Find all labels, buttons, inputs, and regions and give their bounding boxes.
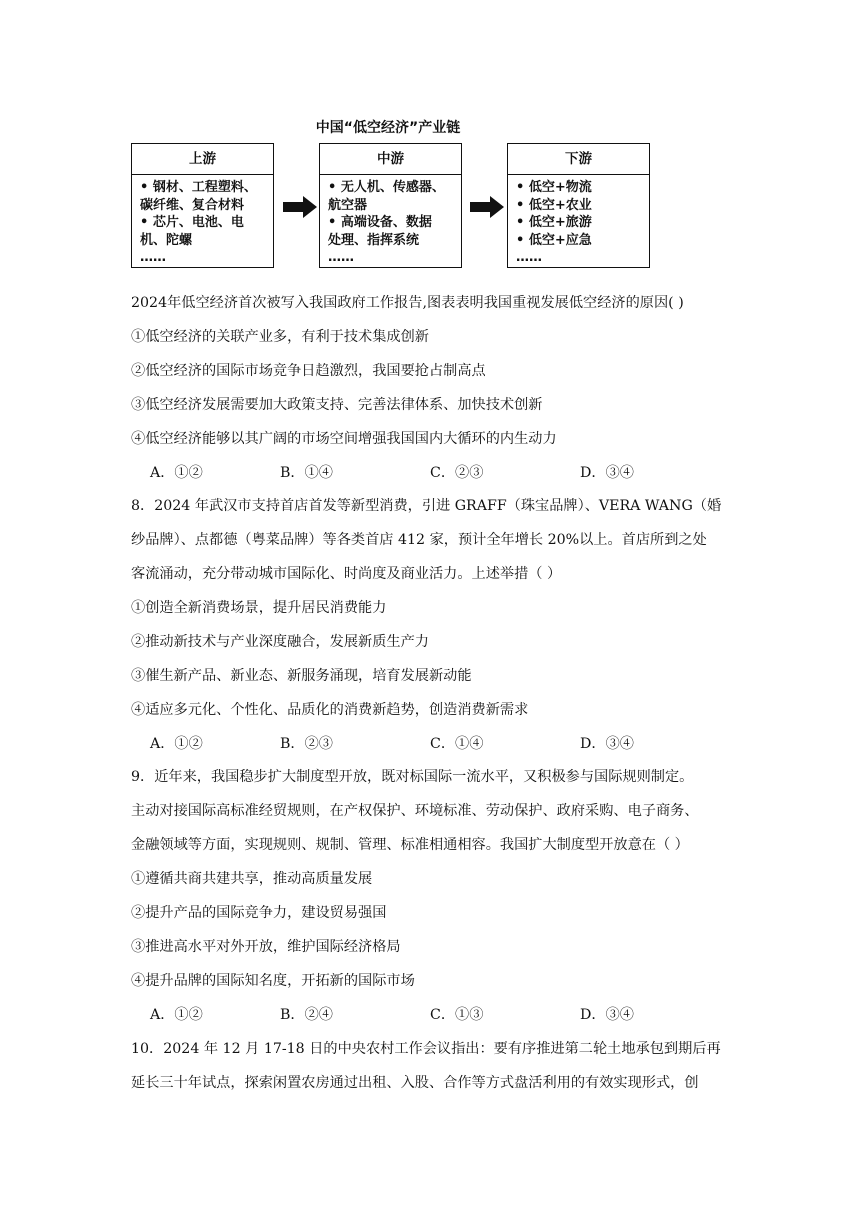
question-stem-line: 纱品牌）、点都德（粤菜品牌）等各类首店 412 家，预计全年增长 20%以上。首店所到之处 — [131, 532, 707, 548]
stage-item: • 芯片、电池、电 — [140, 215, 244, 230]
downstream-box — [507, 143, 650, 268]
upstream-label: 上游 — [132, 144, 273, 175]
stage-item: • 无人机、传感器、 — [328, 180, 445, 195]
option-b[interactable]: B．①④ — [280, 465, 333, 481]
option-a[interactable]: A．①② — [150, 465, 203, 481]
stage-item: • 高端设备、数据 — [328, 215, 432, 230]
stage-item: …… — [140, 250, 166, 265]
stage-item: • 低空+旅游 — [516, 215, 592, 230]
stage-item: • 低空+物流 — [516, 180, 592, 195]
question-stem-line: 金融领域等方面，实现规则、规制、管理、标准相通相容。我国扩大制度型开放意在（ ） — [131, 837, 689, 853]
question-stem-line: 主动对接国际高标准经贸规则，在产权保护、环境标准、劳动保护、政府采购、电子商务、 — [131, 803, 699, 819]
midstream-items — [320, 175, 461, 267]
midstream-box — [319, 143, 462, 268]
upstream-box — [131, 143, 274, 268]
question-stem-line: 10．2024 年 12 月 17-18 日的中央农村工作会议指出：要有序推进第二轮土地承包到期后再 — [131, 1041, 721, 1057]
statement: ④低空经济能够以其广阔的市场空间增强我国国内大循环的内生动力 — [131, 431, 557, 447]
option-b[interactable]: B．②③ — [280, 736, 333, 752]
option-d[interactable]: D．③④ — [580, 465, 634, 481]
statement: ④适应多元化、个性化、品质化的消费新趋势，创造消费新需求 — [131, 702, 529, 718]
option-b[interactable]: B．②④ — [280, 1007, 333, 1023]
option-a[interactable]: A．①② — [150, 736, 203, 752]
midstream-label: 中游 — [320, 144, 461, 175]
upstream-items — [132, 175, 273, 267]
option-c[interactable]: C．①④ — [430, 736, 484, 752]
industry-chain-diagram — [0, 0, 860, 280]
stage-item: …… — [516, 250, 542, 265]
stage-item: 碳纤维、复合材料 — [140, 197, 245, 213]
option-d[interactable]: D．③④ — [580, 1007, 634, 1023]
option-d[interactable]: D．③④ — [580, 736, 634, 752]
diagram-title: 中国“低空经济”产业链 — [315, 120, 461, 136]
stage-item: • 低空+应急 — [516, 232, 592, 248]
statement: ②低空经济的国际市场竞争日趋激烈，我国要抢占制高点 — [131, 363, 486, 379]
statement: ①低空经济的关联产业多，有利于技术集成创新 — [131, 329, 429, 345]
statement: ①遵循共商共建共享，推动高质量发展 — [131, 871, 373, 887]
question-stem-line: 9．近年来，我国稳步扩大制度型开放，既对标国际一流水平，又积极参与国际规则制定。 — [131, 769, 694, 785]
stage-item: • 钢材、工程塑料、 — [140, 180, 257, 195]
stage-item: 航空器 — [328, 197, 368, 213]
statement: ①创造全新消费场景，提升居民消费能力 — [131, 600, 387, 616]
option-a[interactable]: A．①② — [150, 1007, 203, 1023]
statement: ②提升产品的国际竞争力，建设贸易强国 — [131, 905, 387, 921]
statement: ③催生新产品、新业态、新服务涌现，培育发展新动能 — [131, 668, 472, 684]
statement: ②推动新技术与产业深度融合，发展新质生产力 — [131, 634, 429, 650]
downstream-items — [508, 175, 649, 267]
question-stem-line: 客流涌动，充分带动城市国际化、时尚度及商业活力。上述举措（ ） — [131, 566, 562, 582]
question-stem-line: 8．2024 年武汉市支持首店首发等新型消费，引进 GRAFF（珠宝品牌）、VERA WANG（婚 — [131, 498, 722, 514]
question-stem: 2024年低空经济首次被写入我国政府工作报告,图表表明我国重视发展低空经济的原因( ) — [131, 295, 684, 311]
right-arrow-icon — [470, 196, 504, 218]
statement: ④提升品牌的国际知名度，开拓新的国际市场 — [131, 973, 415, 989]
stage-item: …… — [328, 250, 354, 265]
right-arrow-icon — [283, 196, 317, 218]
downstream-label: 下游 — [508, 144, 649, 175]
statement: ③推进高水平对外开放，维护国际经济格局 — [131, 939, 401, 955]
statement: ③低空经济发展需要加大政策支持、完善法律体系、加快技术创新 — [131, 397, 543, 413]
stage-item: 处理、指挥系统 — [328, 232, 420, 248]
option-c[interactable]: C．②③ — [430, 465, 484, 481]
stage-item: • 低空+农业 — [516, 197, 592, 213]
option-c[interactable]: C．①③ — [430, 1007, 484, 1023]
question-stem-line: 延长三十年试点，探索闲置农房通过出租、入股、合作等方式盘活利用的有效实现形式，创 — [131, 1075, 699, 1091]
stage-item: 机、陀螺 — [140, 232, 193, 248]
